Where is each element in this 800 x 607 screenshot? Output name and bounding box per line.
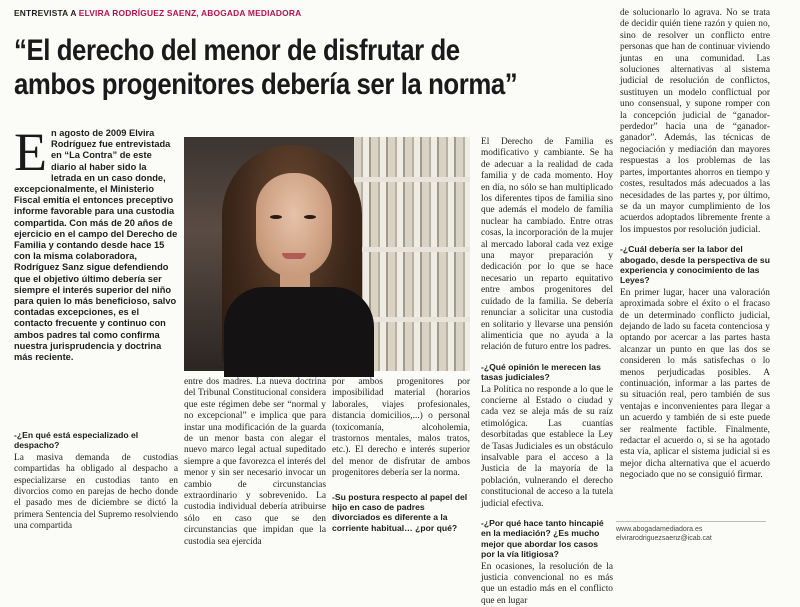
col4-question-mediacion: -¿Por qué hace tanto hincapié en la mediación? ¿Es mucho mejor que abordar los casos por la vía litigiosa? (481, 518, 604, 560)
col3-question: -Su postura respecto al papel del hijo en caso de padres divorciados es diferente a la corriente habitual… ¿por qué? (332, 491, 468, 533)
col5 (620, 8, 770, 482)
interviewee-photo (184, 137, 470, 371)
drop-cap: E (14, 122, 47, 182)
footer-contact (616, 521, 766, 543)
headline-line-2: ambos progenitores debería ser la norma” (14, 68, 518, 101)
col1-block (14, 430, 178, 533)
headline-line-1: “El derecho del menor de disfrutar de (14, 34, 460, 67)
footer-email: elvirarodriguezsaenz@icab.cat (616, 535, 712, 542)
col4-answer-tasas: La Política no responde a lo que le concierne al Estado o ciudad y cada vez se aleja más de su raíz etimológica. Las cuantías desorbitadas que establece la Ley de Tasas Judiciales es un obstáculo insalvable para el acceso a la Justicia de la mayoría de la población, vulnerando el derecho constitucional de acceso a la tutela judicial efectiva. (481, 384, 613, 509)
col4-question-tasas: -¿Qué opinión le merecen las tasas judiciales? (481, 361, 601, 383)
col4 (481, 137, 613, 607)
kicker (14, 8, 301, 18)
col5-question: -¿Cuál debería ser la labor del abogado, desde la perspectiva de su experiencia y conocimiento de las Leyes? (620, 244, 770, 286)
col2 (184, 377, 326, 548)
kicker-prefix: ENTREVISTA A (14, 8, 79, 18)
footer-web: www.abogadamediadora.es (616, 526, 703, 533)
col1-question: -¿En qué está especializado el despacho? (14, 430, 139, 451)
col4-text: El Derecho de Familia es modificativo y cambiante. Se ha de adecuar a la realidad de cada familia y de cada momento. Hoy en día, no sólo se han multiplicado los diferentes tipos de familia sino que además el modelo de familia nuclear ha cambiado. Entre otras cosas, la incorporación de la mujer al mercado laboral cada vez exige una mayor preparación y dedicación por lo que se hace necesario un reparto equitativo entre ambos progenitores del cuidado de la familia. Se debería renunciar a solicitar una custodia en solitario y llevarse una pensión alimenticia que no ayuda a la relación de futuro entre los padres. (481, 137, 613, 353)
col3 (332, 377, 470, 533)
portrait-face (256, 173, 332, 277)
col4-answer-mediacion: En ocasiones, la resolución de la justicia convencional no es más que un estadio más en el conflicto que en lugar (481, 561, 613, 606)
lead-paragraph (14, 122, 178, 363)
col5-text: de solucionarlo lo agrava. No se trata de decidir quién tiene razón y quien no, sino de resolver un conflicto entre personas que han de continuar viviendo juntas en una comunidad. Las soluciones alternativas al sistema judicial de resolución de conflictos, sustituyen un modelo conflictual por uno consensual, y supone romper con la concepción judicial de “ganador-perdedor” hacia una de “ganador-ganador”. Además, las técnicas de negociación y mediación dan mayores respuestas a los problemas de las partes, importantes ahorros en tiempo y costes, resultados más adecuados a las necesidades de las partes y, por último, se da un mayor cumplimiento de los acuerdos adoptados libremente frente a los impuestos por resolución judicial. (620, 8, 770, 235)
headline (14, 34, 526, 102)
col3-text: por ambos progenitores por imposibilidad material (horarios laborales, viajes profesionales, distancia domicilios,...) o personal (toxicomanía, alcoholemia, trastornos mentales, malos tratos, etc.). El derecho e interés superior del menor de disfrutar de ambos progenitores debería ser la norma. (332, 377, 470, 479)
kicker-name: ELVIRA RODRÍGUEZ SAENZ, ABOGADA MEDIADORA (78, 8, 302, 18)
col5-answer: En primer lugar, hacer una valoración aproximada sobre el éxito o el fracaso de un determinado conflicto judicial, dejando de lado su faceta contenciosa y optando por acercar a las partes hasta alcanzar un punto en que las dos se consideren lo más satisfechas o lo menos perjudicadas posibles. A continuación, informar a las partes de su situación real, pero también de sus ventajas e inconvenientes para llegar a un acuerdo y también de si este puede ser realmente factible. Finalmente, redactar el acuerdo o, si se ha agotado esta vía, aplicar el sistema judicial si es mejor dicha alternativa que el acuerdo negociado que no se consiguió firmar. (620, 287, 770, 481)
portrait-body (224, 287, 374, 377)
col1-answer: La masiva demanda de custodias compartidas ha obligado al despacho a especializarse en custodias tanto en divorcios como en parejas de hecho donde el pasado mes de diciembre se dictó la primera Sentencia del Supremo resolviendo una compartida (14, 452, 179, 532)
lead-text: n agosto de 2009 Elvira Rodríguez fue entrevistada en “La Contra” de este diario al haber sido la letrada en un caso donde, excepcionalmente, el Ministerio Fiscal emitía el entonces preceptivo informe favorable para una custodia compartida. Con más de 20 años de ejercicio en el campo del Derecho de Familia y contando desde hace 15 con la misma colaboradora, Rodríguez Sanz sigue defendiendo que el objetivo último debería ser siempre el interés superior del niño para quien lo más beneficioso, salvo contadas excepciones, es el contacto frecuente y continuo con ambos padres tal como confirma nuestra jurisprudencia y doctrina más reciente. (14, 128, 178, 363)
col2-text: entre dos madres. La nueva doctrina del Tribunal Constitucional considera que este régimen debe ser “normal y no excepcional” e implica que para instar una modificación de la guarda de un menor basta con alegar el nuevo marco legal actual supeditado siempre a que favorezca el interés del menor y sin ser necesario invocar un cambio de circunstancias extraordinario y sobrevenido. La custodia individual debería atribuirse sólo en caso que se den circunstancias que impidan que la custodia sea ejercida (184, 377, 326, 547)
